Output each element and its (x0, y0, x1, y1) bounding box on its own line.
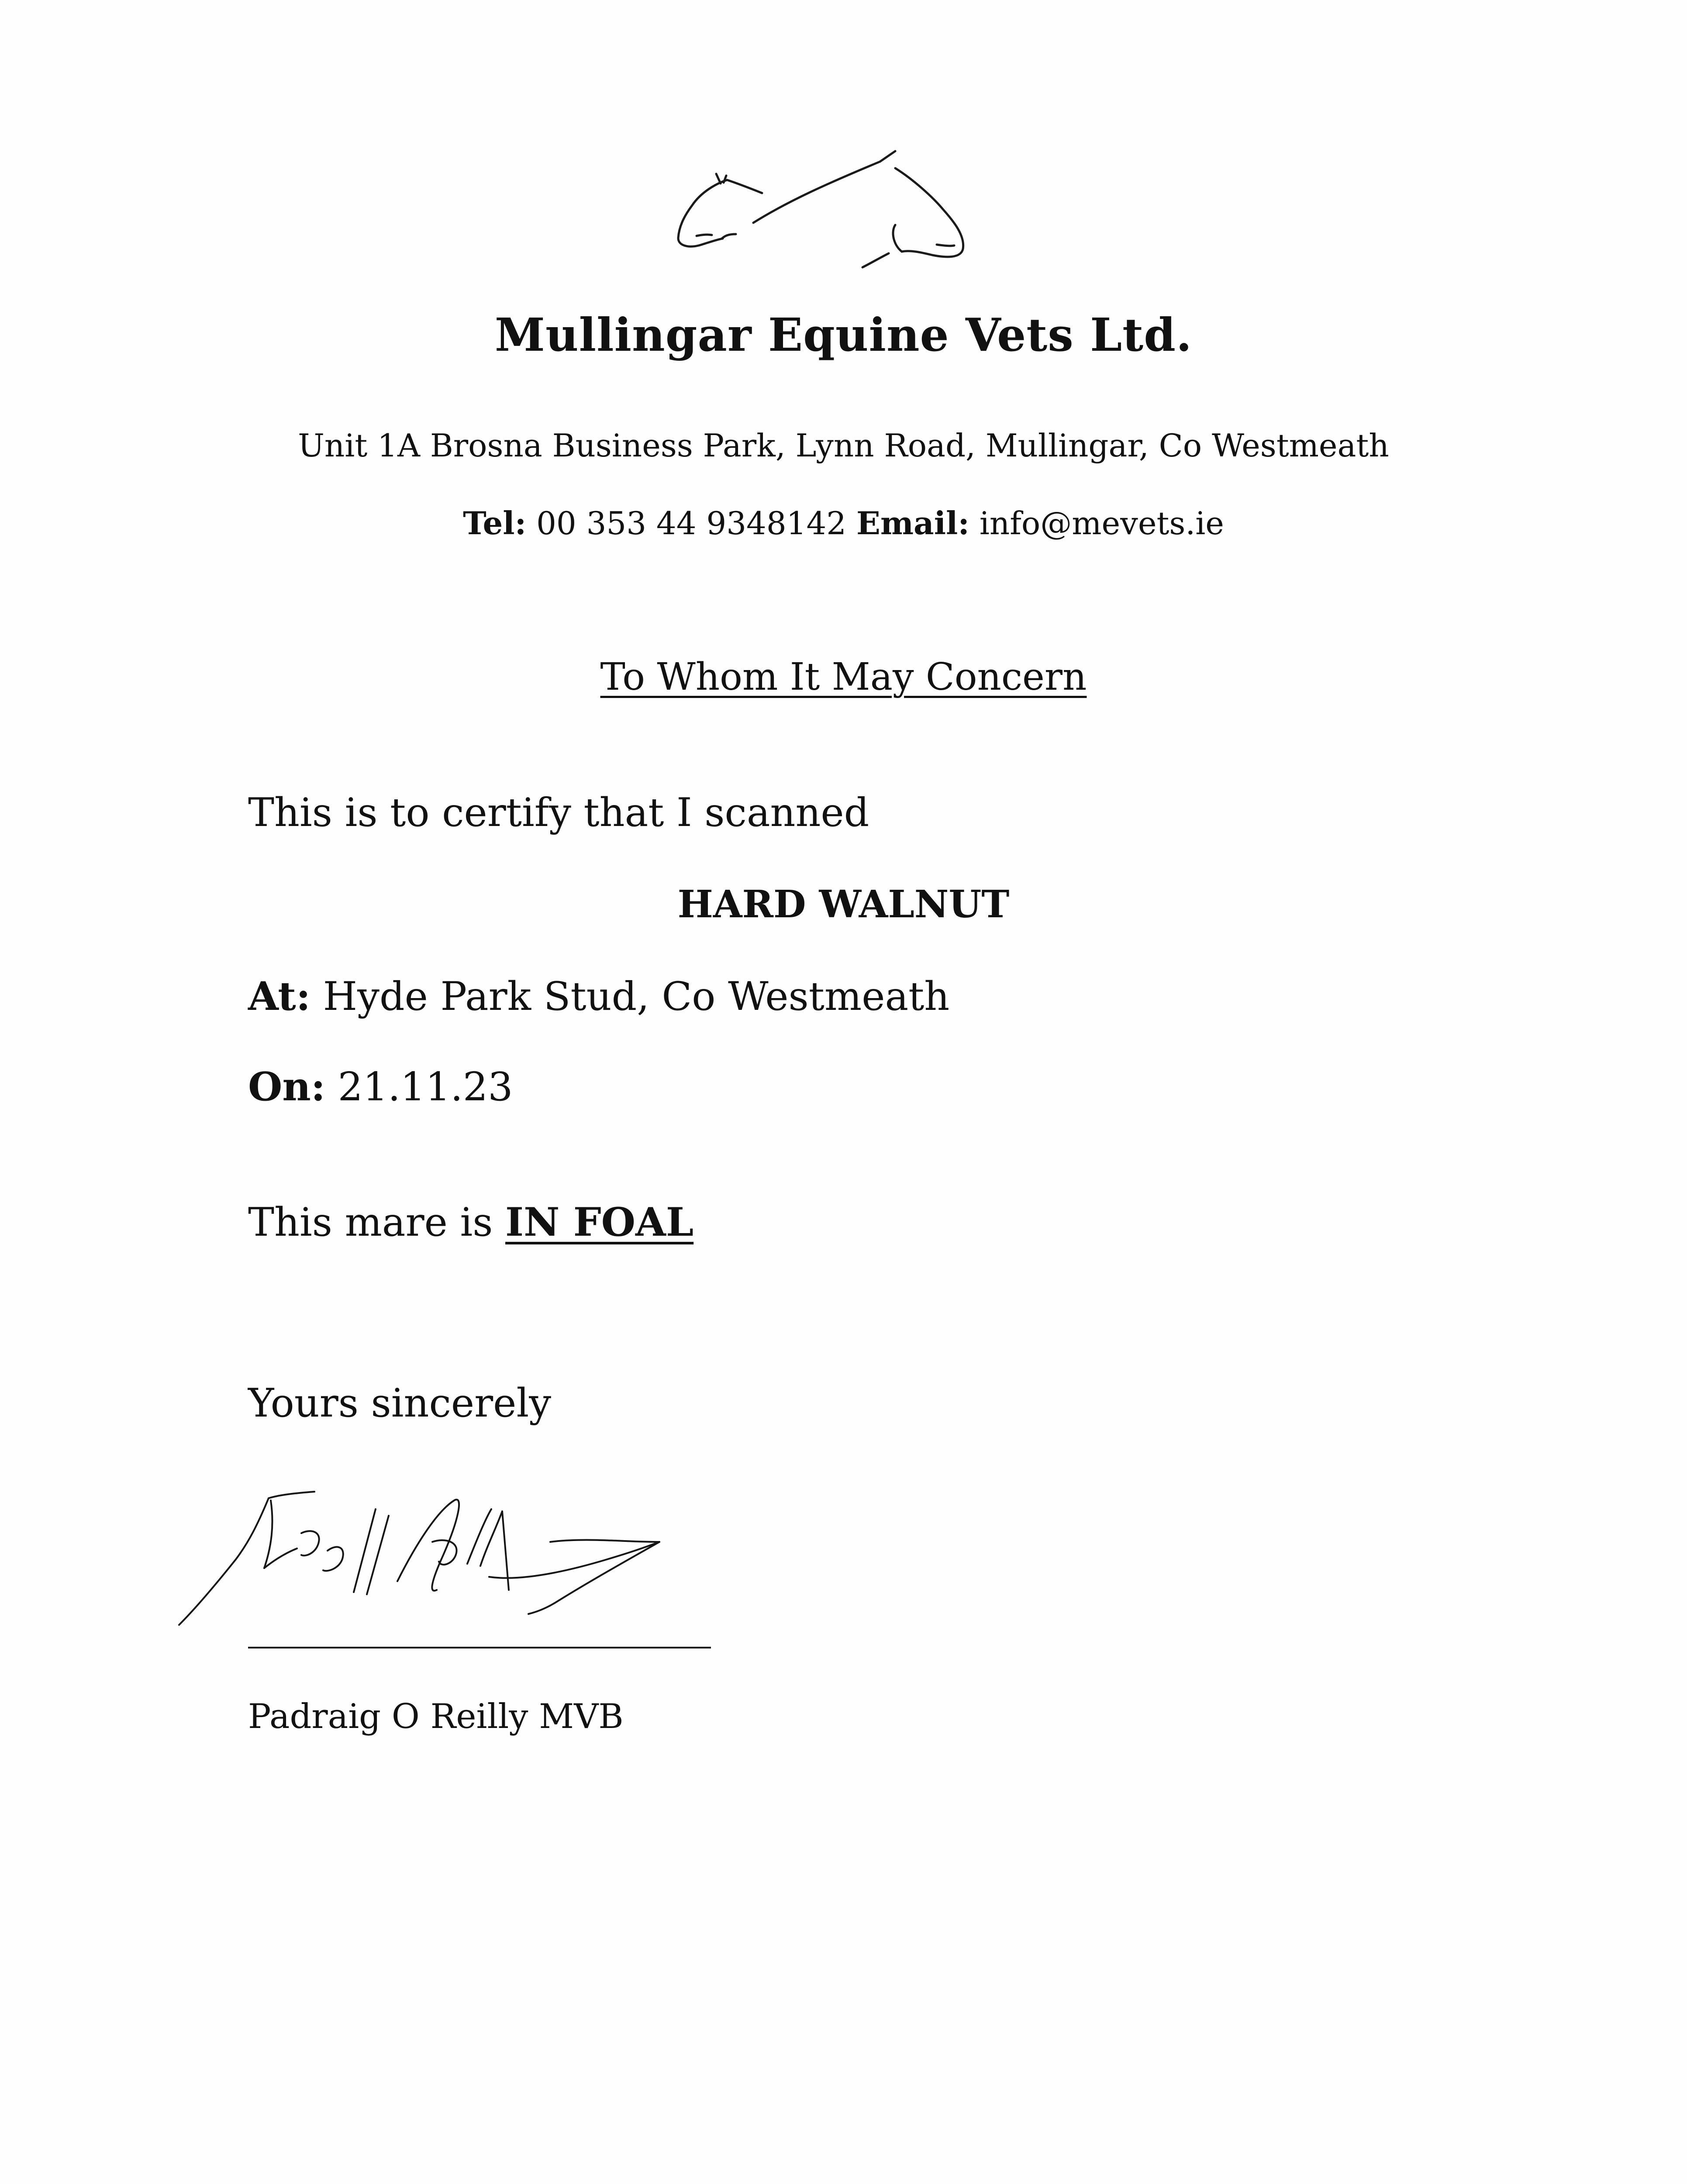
contact-line (0, 505, 1687, 542)
date-line (248, 1064, 513, 1110)
at-label: At: (248, 973, 311, 1019)
handwritten-signature-icon (170, 1468, 694, 1634)
email-value: info@mevets.ie (979, 505, 1224, 542)
mare-text: This mare is (248, 1199, 493, 1245)
signatory-name: Padraig O Reilly MVB (248, 1697, 624, 1736)
company-name: Mullingar Equine Vets Ltd. (494, 308, 1193, 362)
location-line (248, 973, 949, 1019)
horse-name: HARD WALNUT (677, 882, 1010, 926)
horse-heads-logo-icon (675, 149, 972, 271)
email-label: Email: (856, 505, 969, 542)
at-value: Hyde Park Stud, Co Westmeath (323, 974, 950, 1019)
certify-statement: This is to certify that I scanned (248, 790, 869, 836)
salutation-text: To Whom It May Concern (600, 655, 1087, 699)
closing-text: Yours sincerely (248, 1380, 552, 1426)
signature-line (248, 1647, 711, 1648)
result-line (248, 1199, 693, 1245)
tel-value: 00 353 44 9348142 (536, 505, 847, 542)
on-label: On: (248, 1064, 326, 1110)
pregnancy-result: IN FOAL (505, 1199, 694, 1245)
tel-label: Tel: (463, 505, 527, 542)
salutation (0, 655, 1687, 699)
on-value: 21.11.23 (338, 1064, 513, 1110)
company-address: Unit 1A Brosna Business Park, Lynn Road, Mullingar, Co Westmeath (298, 427, 1389, 464)
